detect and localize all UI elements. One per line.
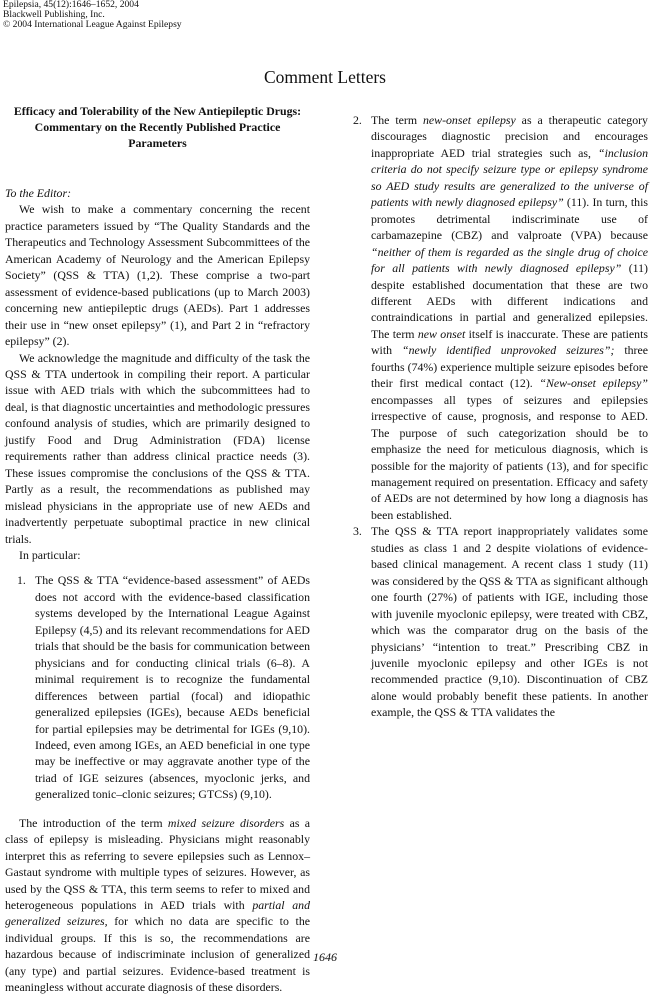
numbered-list bbox=[5, 572, 310, 802]
list-item-number: 1. bbox=[17, 573, 26, 588]
page-number: 1646 bbox=[313, 950, 337, 964]
right-column bbox=[341, 101, 648, 721]
left-column bbox=[5, 101, 310, 996]
salutation: To the Editor: bbox=[5, 186, 72, 200]
body-paragraph: The introduction of the term mixed seizure disorders as a class of epilepsy is misleading. Physicians might reasonably interpret this as referring to severe epilepsies such as Lennox–Gastaut syndrome with multiple types of seizures. However, as used by the QSS & TTA, this term seems to refer to mixed and heterogeneous populations in AED trials with partial and generalized seizures, for which no data are specific to the individual groups. If this is so, the recommendations are hazardous because of indiscriminate inclusion of generalized (any type) and partial seizures. Evidence-based treatment is meaningless without accurate diagnosis of these disorders. bbox=[5, 815, 311, 995]
list-item-text: The term new-onset epilepsy as a therapeutic category discourages diagnostic precision and encourages inappropriate AED trial strategies such as, “inclusion criteria do not specify seizure type or epilepsy syndrome so AED study results are generalized to the universe of patients with newly diagnosed epilepsy” (11). In turn, this promotes detrimental indiscriminate use of carbamazepine (CBZ) and valproate (VPA) because “neither of them is regarded as the single drug of choice for all patients with newly diagnosed epilepsy” (11) despite established documentation that these are two different AEDs with different indications and contraindications in partial and generalized epilepsies. The term new onset itself is inaccurate. These are patients with “newly identified unprovoked seizures”; three fourths (74%) experience multiple seizure episodes before their first medical contact (12). “New-onset epilepsy” encompasses all types of seizures and epilepsies irrespective of cause, prognosis, and response to AED. The purpose of such categorization should be to emphasize the need for meticulous diagnosis, which is possible for the majority of patients (13), and for specific management required on presentation. Efficacy and safety of AEDs are not determined by how long a diagnosis has been established. bbox=[371, 113, 648, 522]
list-item-text: The QSS & TTA report inappropriately validates some studies as class 1 and 2 despite violations of evidence-based clinical management. A recent class 1 study (11) was considered by the QSS & TTA as significant although one fourth (27%) of patients with IGE, including those with juvenile myoclonic epilepsy, were treated with CBZ, which was the comparator drug on the basis of the physicians’ “intention to treat.” Prescribing CBZ in juvenile myoclonic epilepsy and other IGEs is not recommended practice (9,10). Discontinuation of CBZ alone would probably benefit these patients. In another example, the QSS & TTA validates the bbox=[371, 524, 648, 720]
journal-citation: Epilepsia, 45(12):1646–1652, 2004 bbox=[3, 0, 139, 10]
body-paragraph: In particular: bbox=[19, 547, 81, 562]
list-item bbox=[5, 572, 310, 802]
numbered-list bbox=[341, 112, 648, 721]
body-paragraph: We acknowledge the magnitude and difficulty of the task the QSS & TTA undertook in compiling their report. A particular issue with AED trials with which the subcommittees had to deal, is that diagnostic uncertainties and methodologic pressures confound analysis of studies, which are primarily designed to justify Food and Drug Administration (FDA) license requirements rather than address clinical practice needs (3). These issues compromise the conclusions of the QSS & TTA. Partly as a result, the recommendations as published may mislead physicians in the appropriate use of new AEDs and inadvertently perpetuate suboptimal practice in new clinical trials. bbox=[5, 350, 310, 546]
list-item bbox=[341, 523, 648, 720]
section-title: Comment Letters bbox=[264, 67, 386, 87]
list-item-number: 3. bbox=[353, 524, 362, 539]
article-title: Efficacy and Tolerability of the New Antiepileptic Drugs: Commentary on the Recently Published Practice Parameters bbox=[13, 104, 302, 150]
copyright-line: © 2004 International League Against Epilepsy bbox=[3, 19, 182, 31]
body-paragraph: We wish to make a commentary concerning the recent practice parameters issued by “The Quality Standards and the Therapeutics and Technology Assessment Subcommittees of the American Academy of Neurology and the American Epilepsy Society” (QSS & TTA) (1,2). These comprise a two-part assessment of evidence-based publications (up to March 2003) concerning new antiepileptic drugs (AEDs). Part 1 addresses their use in “new onset epilepsy” (1), and Part 2 in “refractory epilepsy” (2). bbox=[5, 202, 310, 349]
list-item bbox=[341, 112, 648, 523]
list-item-number: 2. bbox=[353, 113, 362, 127]
list-item-text: The QSS & TTA “evidence-based assessment” of AEDs does not accord with the evidence-based classification systems developed by the International League Against Epilepsy (4,5) and its relevant recommendations for AED trials that should be the basis for communication between physicians and for conducting clinical trials (6–8). A minimal requirement is to recognize the fundamental differences between partial (focal) and idiopathic generalized epilepsies (IGEs), because AEDs beneficial for partial epilepsies may be detrimental for IGEs (9,10). Indeed, even among IGEs, an AED beneficial in one type may be ineffective or may aggravate another type of the triad of IGE seizures (absences, myoclonic jerks, and generalized tonic–clonic seizures; GTCSs) (9,10). bbox=[35, 573, 310, 802]
publisher-line: Blackwell Publishing, Inc. bbox=[3, 9, 105, 21]
running-header bbox=[3, 0, 182, 31]
